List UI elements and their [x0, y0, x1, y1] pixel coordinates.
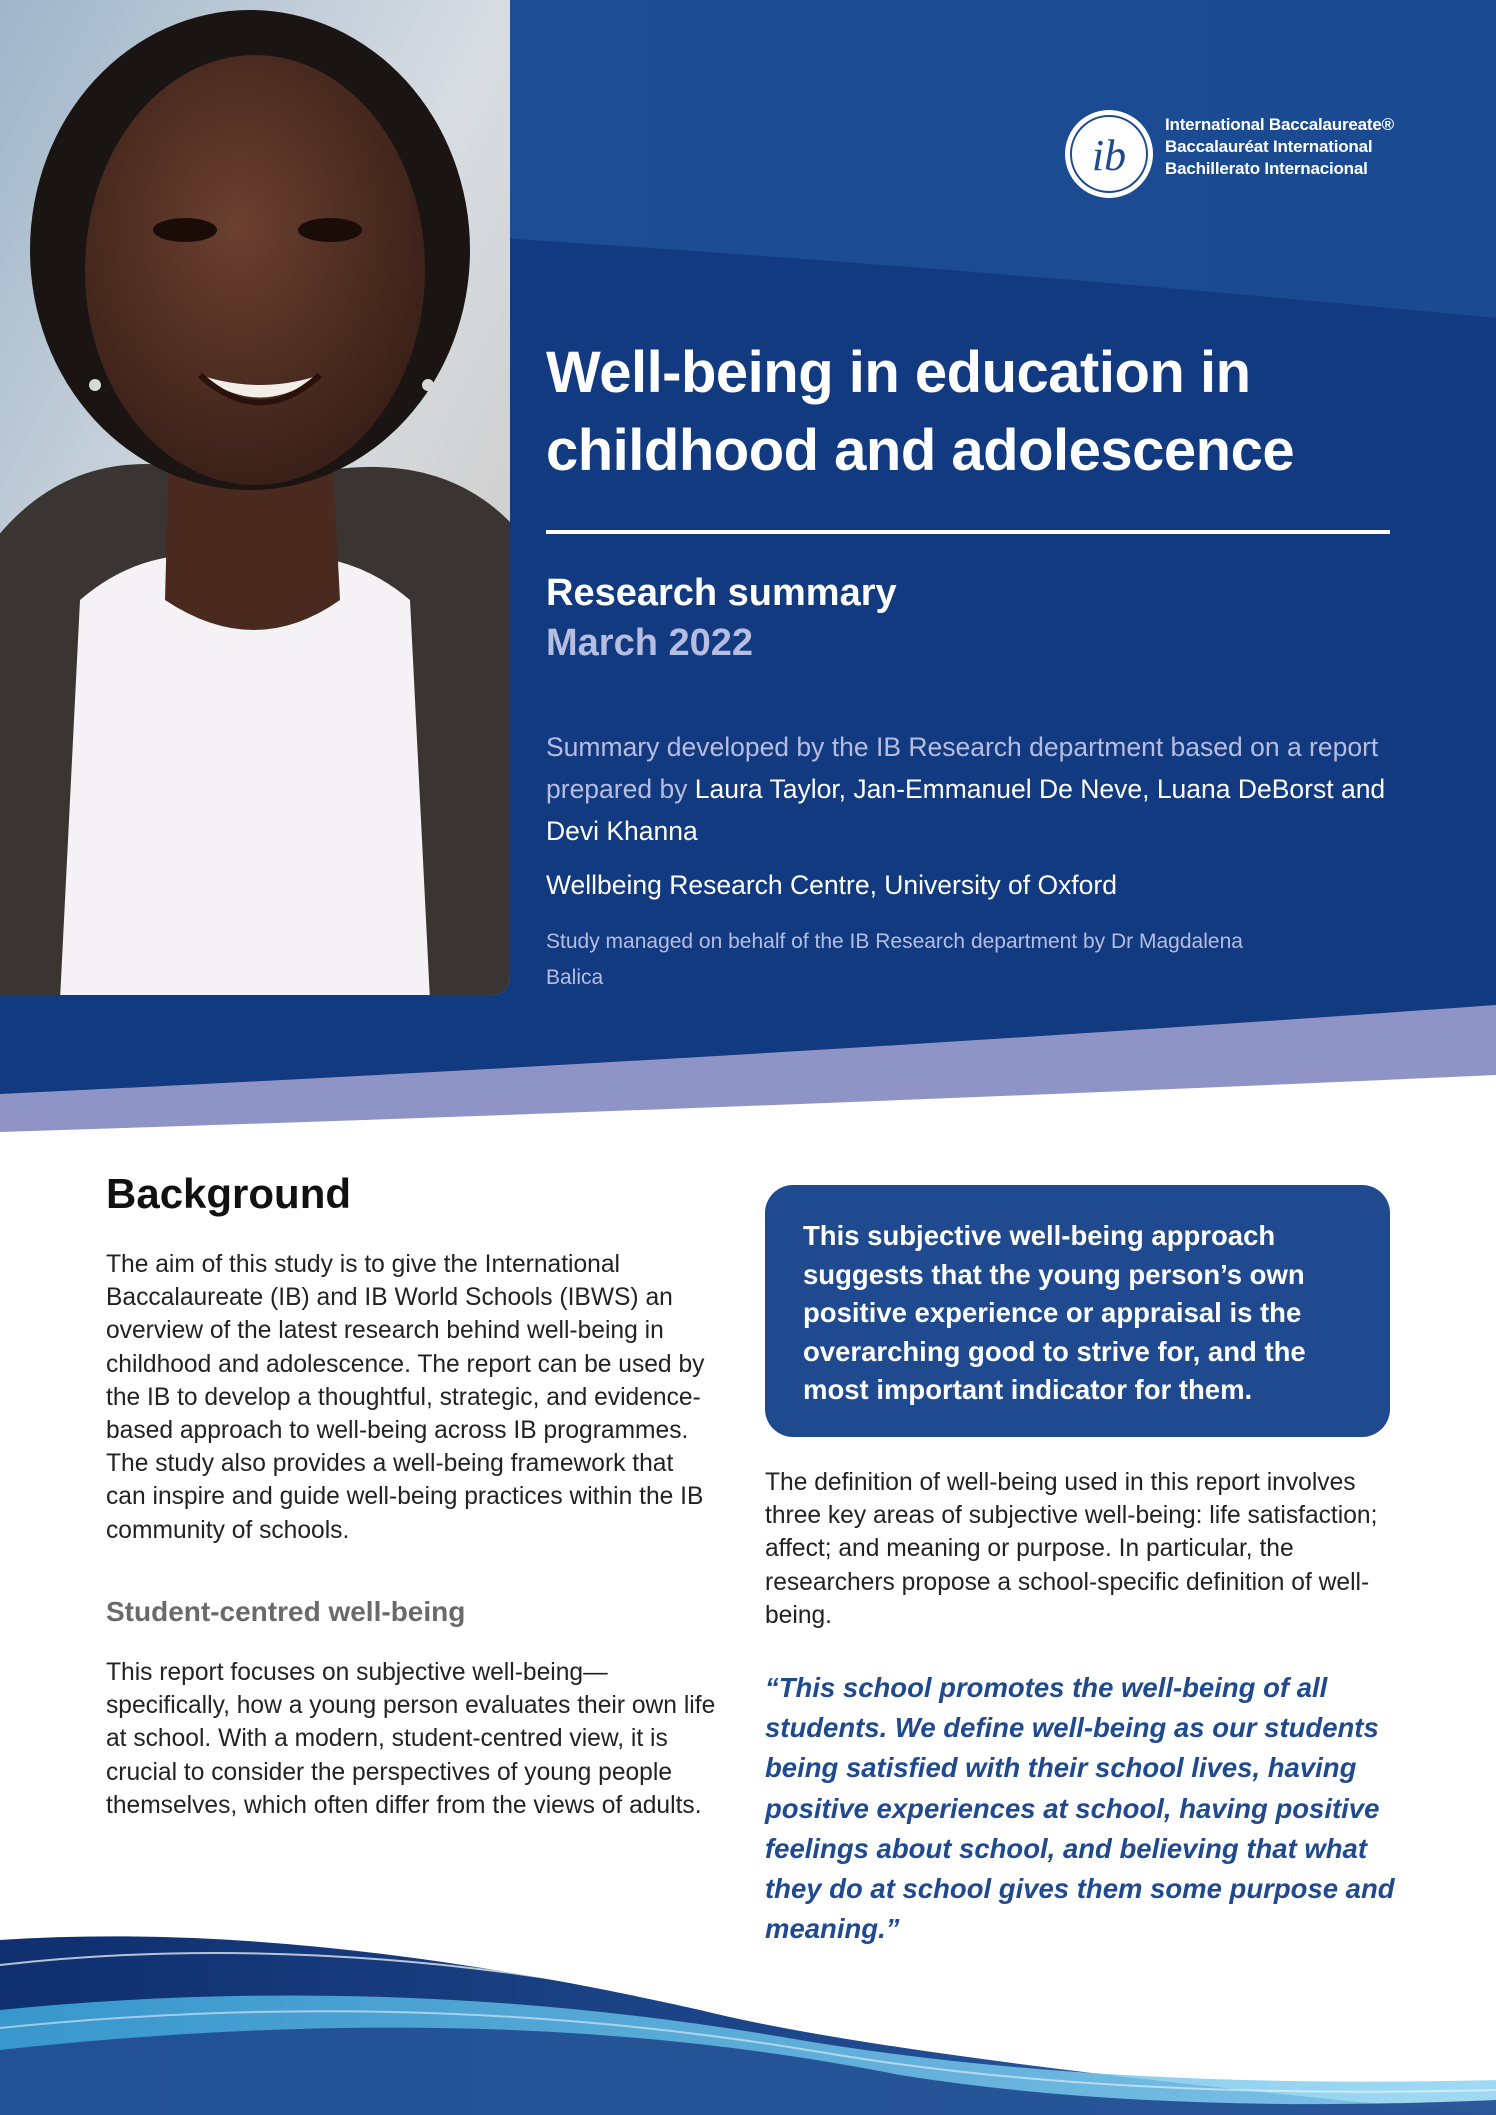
- student-centred-heading: Student-centred well-being: [106, 1596, 466, 1627]
- callout-box: This subjective well-being approach suggests that the young person’s own positive experience or appraisal is the overarching good to strive for, and the most important indicator for them.: [765, 1185, 1390, 1437]
- logo-line-french: Baccalauréat International: [1165, 137, 1373, 156]
- publication-date: March 2022: [546, 622, 754, 664]
- research-centre: Wellbeing Research Centre, University of Oxford: [546, 870, 1117, 900]
- footer-swoosh-decoration: [0, 1900, 1496, 2115]
- managed-by: Study managed on behalf of the IB Research department by Dr Magdalena Balica: [546, 930, 1243, 989]
- subtitle: Research summary: [546, 572, 897, 614]
- background-paragraph: The aim of this study is to give the International Baccalaureate (IB) and IB World Schools (IBWS) an overview of the latest research behind well-being in childhood and adolescence. The report can be used by the IB to develop a thoughtful, strategic, and evidence-based approach to well-being across IB programmes. The study also provides a well-being framework that can inspire and guide well-being practices within the IB community of schools.: [106, 1251, 705, 1544]
- page-title: [546, 334, 1446, 490]
- student-centred-paragraph: This report focuses on subjective well-being—specifically, how a young person evaluates their own life at school. With a modern, student-centred view, it is crucial to consider the perspectives of young people themselves, which often differ from the views of adults.: [106, 1659, 716, 1819]
- authors: Laura Taylor, Jan-Emmanuel De Neve, Luana DeBorst and Devi Khanna: [546, 774, 1386, 846]
- student-portrait-image: [0, 0, 510, 995]
- ib-logo-text: [1165, 114, 1394, 180]
- title-divider: [546, 530, 1390, 534]
- logo-line-english: International Baccalaureate®: [1165, 115, 1394, 134]
- title-line-2: childhood and adolescence: [546, 418, 1295, 483]
- summary-prefix: Summary developed by the IB Research department based on a report prepared by: [546, 732, 1379, 804]
- ib-logo-mark: ib: [1091, 131, 1127, 180]
- ib-logo-icon: [1063, 108, 1155, 200]
- definition-quote: “This school promotes the well-being of all students. We define well-being as our students being satisfied with their school lives, having positive experiences at school, having positive feelings about school, and believing that what they do at school gives them some purpose and meaning.”: [765, 1672, 1395, 1945]
- definition-paragraph: The definition of well-being used in this report involves three key areas of subjective well-being: life satisfaction; affect; and meaning or purpose. In particular, the researchers propose a school-specific definition of well-being.: [765, 1469, 1378, 1629]
- background-heading: Background: [106, 1170, 352, 1217]
- logo-line-spanish: Bachillerato Internacional: [1165, 159, 1368, 178]
- title-line-1: Well-being in education in: [546, 340, 1251, 405]
- summary-credit: [546, 726, 1406, 852]
